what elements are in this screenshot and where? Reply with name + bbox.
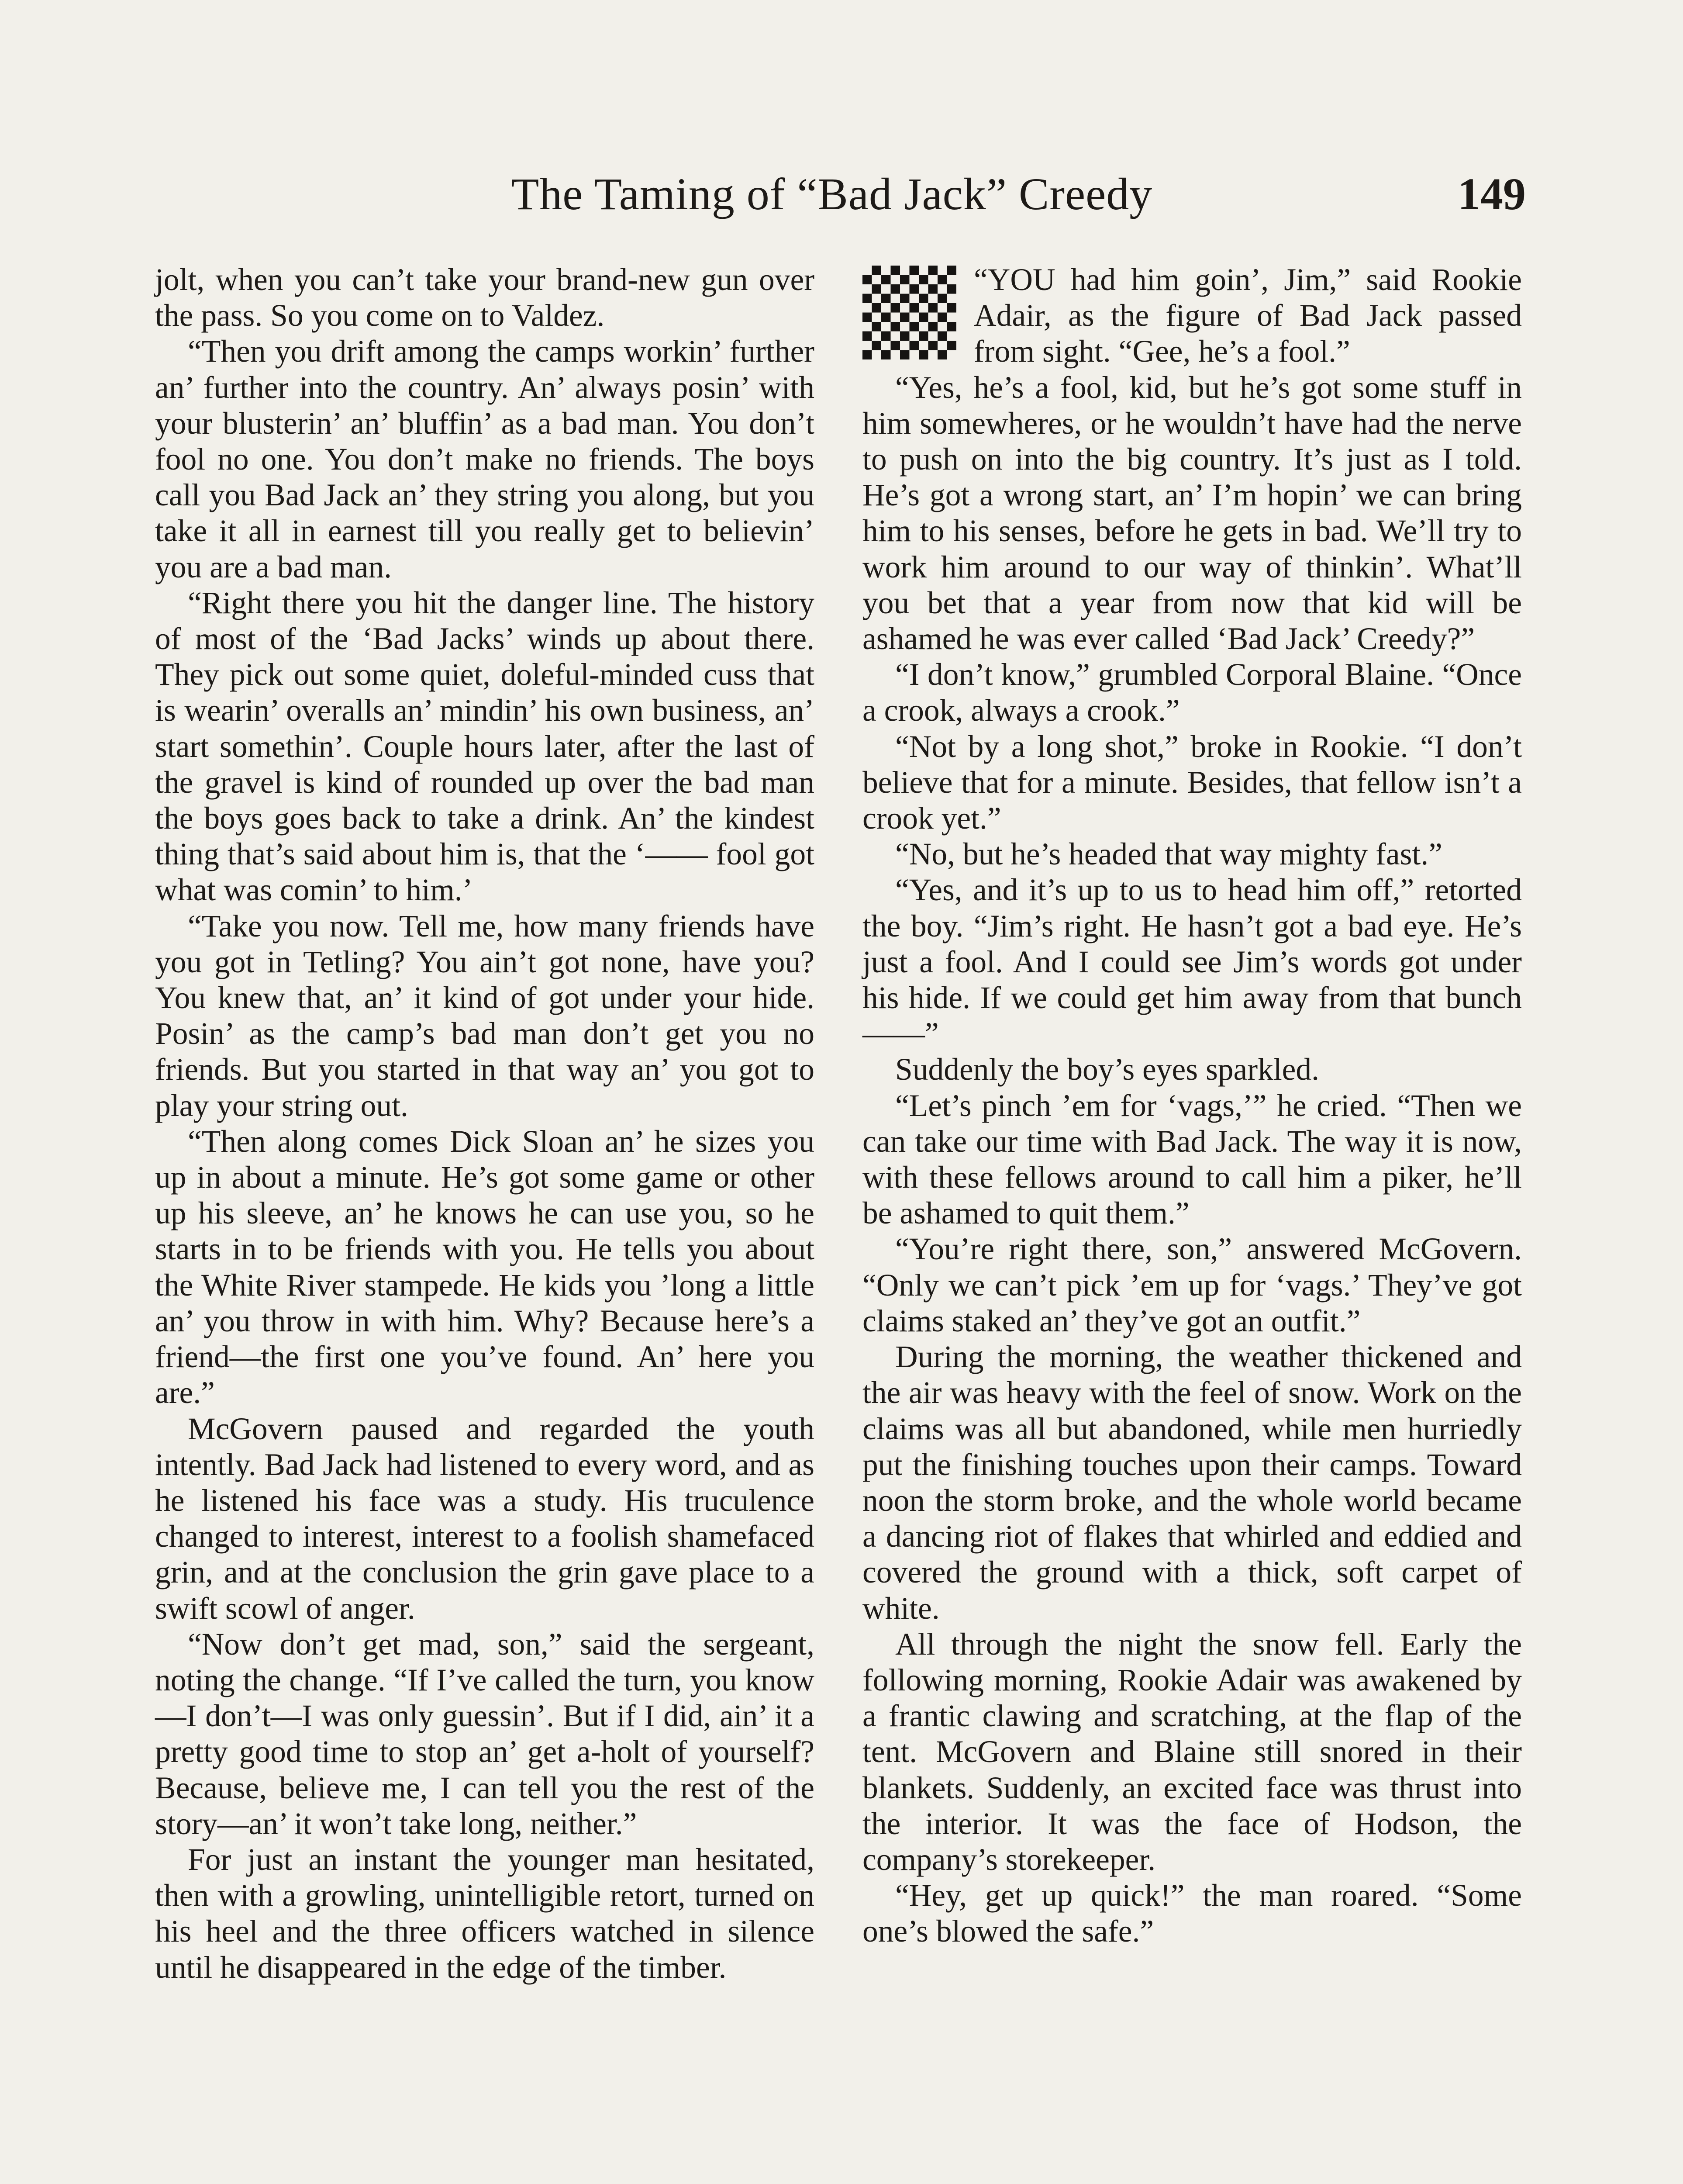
paragraph: “Then you drift among the camps workin’ further an’ further into the country. An’ always posin’ with your blusterin’ an’ bluffin’ as a bad man. You don’t fool no one. You don’t make no friends. The boys call you Bad Jack an’ they string you along, but you take it all in earnest till you really get to believin’ you are a bad man. (155, 334, 814, 584)
paragraph: “Hey, get up quick!” the man roared. “Some one’s blowed the safe.” (862, 1878, 1522, 1949)
paragraph: Suddenly the boy’s eyes sparkled. (895, 1052, 1320, 1087)
paragraph: All through the night the snow fell. Early the following morning, Rookie Adair was awakened by a frantic clawing and scratching, at the flap of the tent. McGovern and Blaine still snored in their blankets. Suddenly, an excited face was thrust into the interior. It was the face of Hodson, the company’s storekeeper. (862, 1627, 1522, 1877)
paragraph: “You’re right there, son,” answered McGovern. “Only we can’t pick ’em up for ‘vags.’ They’ve got claims staked an’ they’ve got an outfit.” (862, 1232, 1522, 1338)
paragraph: “Right there you hit the danger line. The history of most of the ‘Bad Jacks’ winds up about there. They pick out some quiet, doleful-minded cuss that is wearin’ overalls an’ mindin’ his own business, an’ start somethin’. Couple hours later, after the last of the gravel is kind of rounded up over the bad man the boys goes back to take a drink. An’ the kindest thing that’s said about him is, that the ‘—— fool got what was comin’ to him.’ (155, 585, 814, 908)
left-column (155, 262, 814, 1986)
paragraph: “Yes, and it’s up to us to head him off,” retorted the boy. “Jim’s right. He hasn’t got a bad eye. He’s just a fool. And I could see Jim’s words got under his hide. If we could get him away from that bunch——” (862, 873, 1522, 1051)
paragraph: “No, but he’s headed that way mighty fast.” (895, 837, 1442, 872)
paragraph: “Not by a long shot,” broke in Rookie. “I don’t believe that for a minute. Besides, that fellow isn’t a crook yet.” (862, 729, 1522, 836)
paragraph: “Take you now. Tell me, how many friends have you got in Tetling? You ain’t got none, have you? You knew that, an’ it kind of got under your hide. Posin’ as the camp’s bad man don’t get you no friends. But you started in that way an’ you got to play your string out. (155, 909, 814, 1123)
paragraph: McGovern paused and regarded the youth intently. Bad Jack had listened to every word, and as he listened his face was a study. His truculence changed to interest, interest to a foolish shamefaced grin, and at the conclusion the grin gave place to a swift scowl of anger. (155, 1411, 814, 1626)
running-title: The Taming of “Bad Jack” Creedy (511, 169, 1153, 219)
paragraph: “Yes, he’s a fool, kid, but he’s got some stuff in him somewheres, or he wouldn’t have had the nerve to push on into the big country. It’s just as I told. He’s got a wrong start, an’ I’m hopin’ we can bring him to his senses, before he gets in bad. We’ll try to work him around to our way of thinkin’. What’ll you bet that a year from now that kid will be ashamed he was ever called ‘Bad Jack’ Creedy?” (862, 370, 1522, 657)
checkered-ornament-icon (862, 266, 956, 359)
paragraph: “Then along comes Dick Sloan an’ he sizes you up in about a minute. He’s got some game or other up his sleeve, an’ he knows he can use you, so he starts in to be friends with you. He tells you about the White River stampede. He kids you ’long a little an’ you throw in with him. Why? Because here’s a friend—the first one you’ve found. An’ here you are.” (155, 1124, 814, 1410)
right-column (862, 262, 1522, 1950)
paragraph: During the morning, the weather thickened and the air was heavy with the feel of snow. Work on the claims was all but abandoned, while men hurriedly put the finishing touches upon their camps. Toward noon the storm broke, and the whole world became a dancing riot of flakes that whirled and eddied and covered the ground with a thick, soft carpet of white. (862, 1340, 1522, 1626)
paragraph: jolt, when you can’t take your brand-new gun over the pass. So you come on to Valdez. (155, 263, 814, 333)
page-number: 149 (1458, 169, 1526, 219)
paragraph: “I don’t know,” grumbled Corporal Blaine. “Once a crook, always a crook.” (862, 657, 1522, 728)
paragraph: “Let’s pinch ’em for ‘vags,’” he cried. “Then we can take our time with Bad Jack. The way it is now, with these fellows around to call him a piker, he’ll be ashamed to quit them.” (862, 1088, 1522, 1231)
paragraph: “Now don’t get mad, son,” said the sergeant, noting the change. “If I’ve called the turn, you know—I don’t—I was only guessin’. But if I did, ain’ it a pretty good time to stop an’ get a-holt of yourself? Because, believe me, I can tell you the rest of the story—an’ it won’t take long, neither.” (155, 1627, 814, 1841)
paragraph: “YOU had him goin’, Jim,” said Rookie Adair, as the figure of Bad Jack passed from sight. “Gee, he’s a fool.” (974, 263, 1522, 369)
paragraph: For just an instant the younger man hesitated, then with a growling, unintelligible retort, turned on his heel and the three officers watched in silence until he disappeared in the edge of the timber. (155, 1842, 814, 1985)
page-header (0, 162, 1683, 227)
